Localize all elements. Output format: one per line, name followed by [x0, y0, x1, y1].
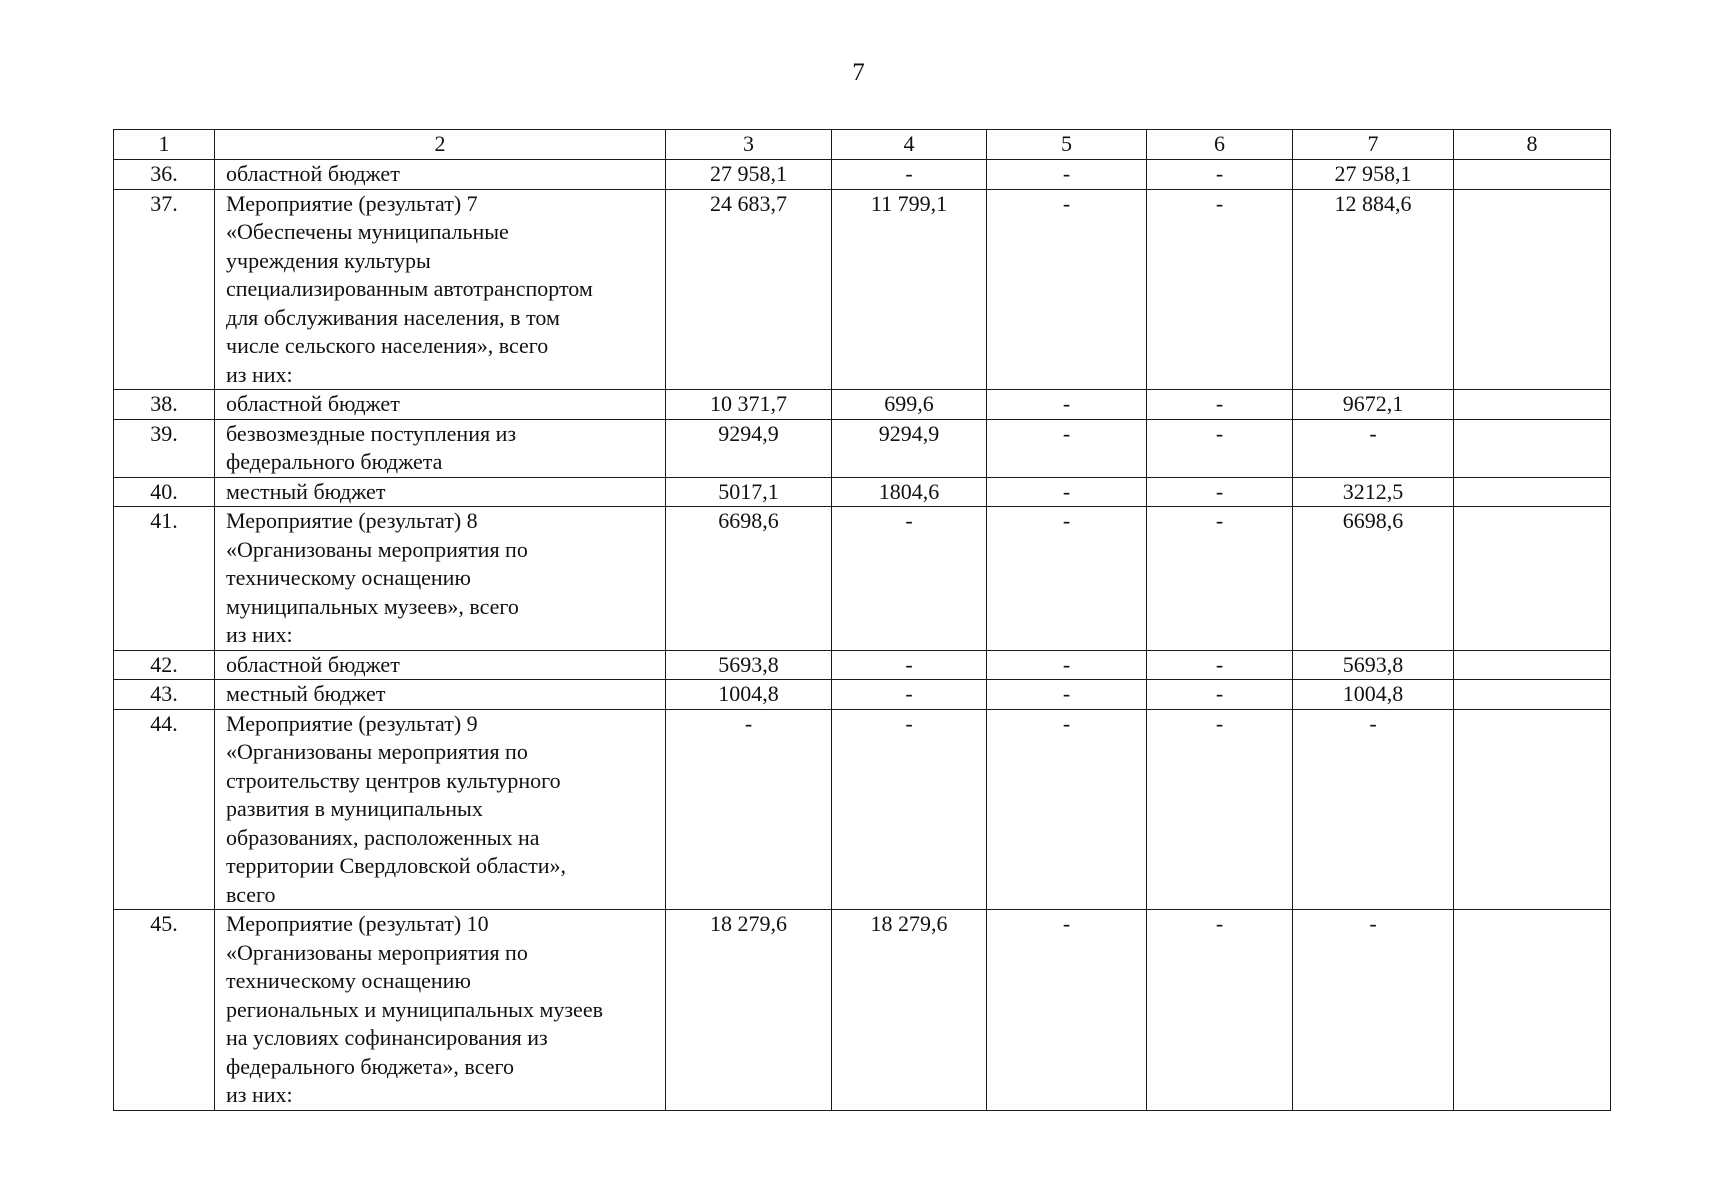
column-header: 3 — [666, 130, 832, 160]
row-description: областной бюджет — [215, 390, 666, 420]
col-8-value — [1454, 189, 1611, 390]
col-4-value: - — [832, 709, 987, 910]
column-header: 6 — [1147, 130, 1293, 160]
col-7-value: 12 884,6 — [1293, 189, 1454, 390]
row-description: Мероприятие (результат) 9 «Организованы мероприятия по строительству центров культурного развития в муниципальных образованиях, расположенных на территории Свердловской области», всего — [215, 709, 666, 910]
col-8-value — [1454, 910, 1611, 1111]
row-number: 44. — [114, 709, 215, 910]
col-3-value: 5693,8 — [666, 650, 832, 680]
col-6-value: - — [1147, 910, 1293, 1111]
column-header: 7 — [1293, 130, 1454, 160]
table-row — [114, 650, 1611, 680]
header-row — [114, 130, 1611, 160]
col-6-value: - — [1147, 160, 1293, 190]
row-number: 42. — [114, 650, 215, 680]
col-8-value — [1454, 709, 1611, 910]
col-5-value: - — [987, 709, 1147, 910]
col-7-value: 5693,8 — [1293, 650, 1454, 680]
col-7-value: - — [1293, 709, 1454, 910]
row-description: Мероприятие (результат) 8 «Организованы мероприятия по техническому оснащению муниципальных музеев», всего из них: — [215, 507, 666, 651]
col-3-value: 1004,8 — [666, 680, 832, 710]
table-row — [114, 419, 1611, 477]
col-4-value: 1804,6 — [832, 477, 987, 507]
row-number: 39. — [114, 419, 215, 477]
table-row — [114, 680, 1611, 710]
col-5-value: - — [987, 910, 1147, 1111]
col-3-value: 10 371,7 — [666, 390, 832, 420]
col-4-value: - — [832, 160, 987, 190]
column-header: 5 — [987, 130, 1147, 160]
col-7-value: 3212,5 — [1293, 477, 1454, 507]
col-5-value: - — [987, 477, 1147, 507]
row-description: Мероприятие (результат) 10 «Организованы мероприятия по техническому оснащению региональных и муниципальных музеев на условиях софинансирования из федерального бюджета», всего из них: — [215, 910, 666, 1111]
table-row — [114, 477, 1611, 507]
table-row — [114, 709, 1611, 910]
column-header: 1 — [114, 130, 215, 160]
col-7-value: 6698,6 — [1293, 507, 1454, 651]
column-header: 4 — [832, 130, 987, 160]
col-7-value: - — [1293, 419, 1454, 477]
table-row — [114, 160, 1611, 190]
col-4-value: 9294,9 — [832, 419, 987, 477]
col-6-value: - — [1147, 709, 1293, 910]
table-row — [114, 189, 1611, 390]
col-4-value: - — [832, 507, 987, 651]
row-description: местный бюджет — [215, 477, 666, 507]
col-4-value: 699,6 — [832, 390, 987, 420]
col-5-value: - — [987, 390, 1147, 420]
col-8-value — [1454, 390, 1611, 420]
row-description: безвозмездные поступления из федерального бюджета — [215, 419, 666, 477]
col-5-value: - — [987, 189, 1147, 390]
row-number: 43. — [114, 680, 215, 710]
column-header: 8 — [1454, 130, 1611, 160]
col-8-value — [1454, 160, 1611, 190]
table-body — [114, 160, 1611, 1111]
row-number: 37. — [114, 189, 215, 390]
col-5-value: - — [987, 160, 1147, 190]
col-8-value — [1454, 650, 1611, 680]
col-4-value: 11 799,1 — [832, 189, 987, 390]
col-3-value: 6698,6 — [666, 507, 832, 651]
col-7-value: - — [1293, 910, 1454, 1111]
page-number: 7 — [852, 59, 865, 86]
row-number: 36. — [114, 160, 215, 190]
row-number: 38. — [114, 390, 215, 420]
row-description: Мероприятие (результат) 7 «Обеспечены муниципальные учреждения культуры специализированным автотранспортом для обслуживания населения, в том числе сельского населения», всего из них: — [215, 189, 666, 390]
col-6-value: - — [1147, 680, 1293, 710]
row-description: местный бюджет — [215, 680, 666, 710]
row-number: 41. — [114, 507, 215, 651]
col-3-value: 24 683,7 — [666, 189, 832, 390]
col-3-value: 27 958,1 — [666, 160, 832, 190]
col-6-value: - — [1147, 189, 1293, 390]
table-row — [114, 390, 1611, 420]
col-7-value: 27 958,1 — [1293, 160, 1454, 190]
col-6-value: - — [1147, 390, 1293, 420]
col-3-value: 18 279,6 — [666, 910, 832, 1111]
col-8-value — [1454, 507, 1611, 651]
col-3-value: 9294,9 — [666, 419, 832, 477]
col-4-value: 18 279,6 — [832, 910, 987, 1111]
col-6-value: - — [1147, 507, 1293, 651]
col-3-value: - — [666, 709, 832, 910]
col-4-value: - — [832, 650, 987, 680]
col-6-value: - — [1147, 477, 1293, 507]
table-row — [114, 507, 1611, 651]
col-4-value: - — [832, 680, 987, 710]
row-number: 45. — [114, 910, 215, 1111]
row-number: 40. — [114, 477, 215, 507]
col-7-value: 9672,1 — [1293, 390, 1454, 420]
row-description: областной бюджет — [215, 650, 666, 680]
col-6-value: - — [1147, 650, 1293, 680]
col-8-value — [1454, 477, 1611, 507]
col-8-value — [1454, 419, 1611, 477]
row-description: областной бюджет — [215, 160, 666, 190]
col-3-value: 5017,1 — [666, 477, 832, 507]
budget-table — [113, 129, 1611, 1111]
col-5-value: - — [987, 507, 1147, 651]
col-7-value: 1004,8 — [1293, 680, 1454, 710]
col-8-value — [1454, 680, 1611, 710]
col-6-value: - — [1147, 419, 1293, 477]
col-5-value: - — [987, 680, 1147, 710]
table-row — [114, 910, 1611, 1111]
column-header: 2 — [215, 130, 666, 160]
col-5-value: - — [987, 419, 1147, 477]
col-5-value: - — [987, 650, 1147, 680]
